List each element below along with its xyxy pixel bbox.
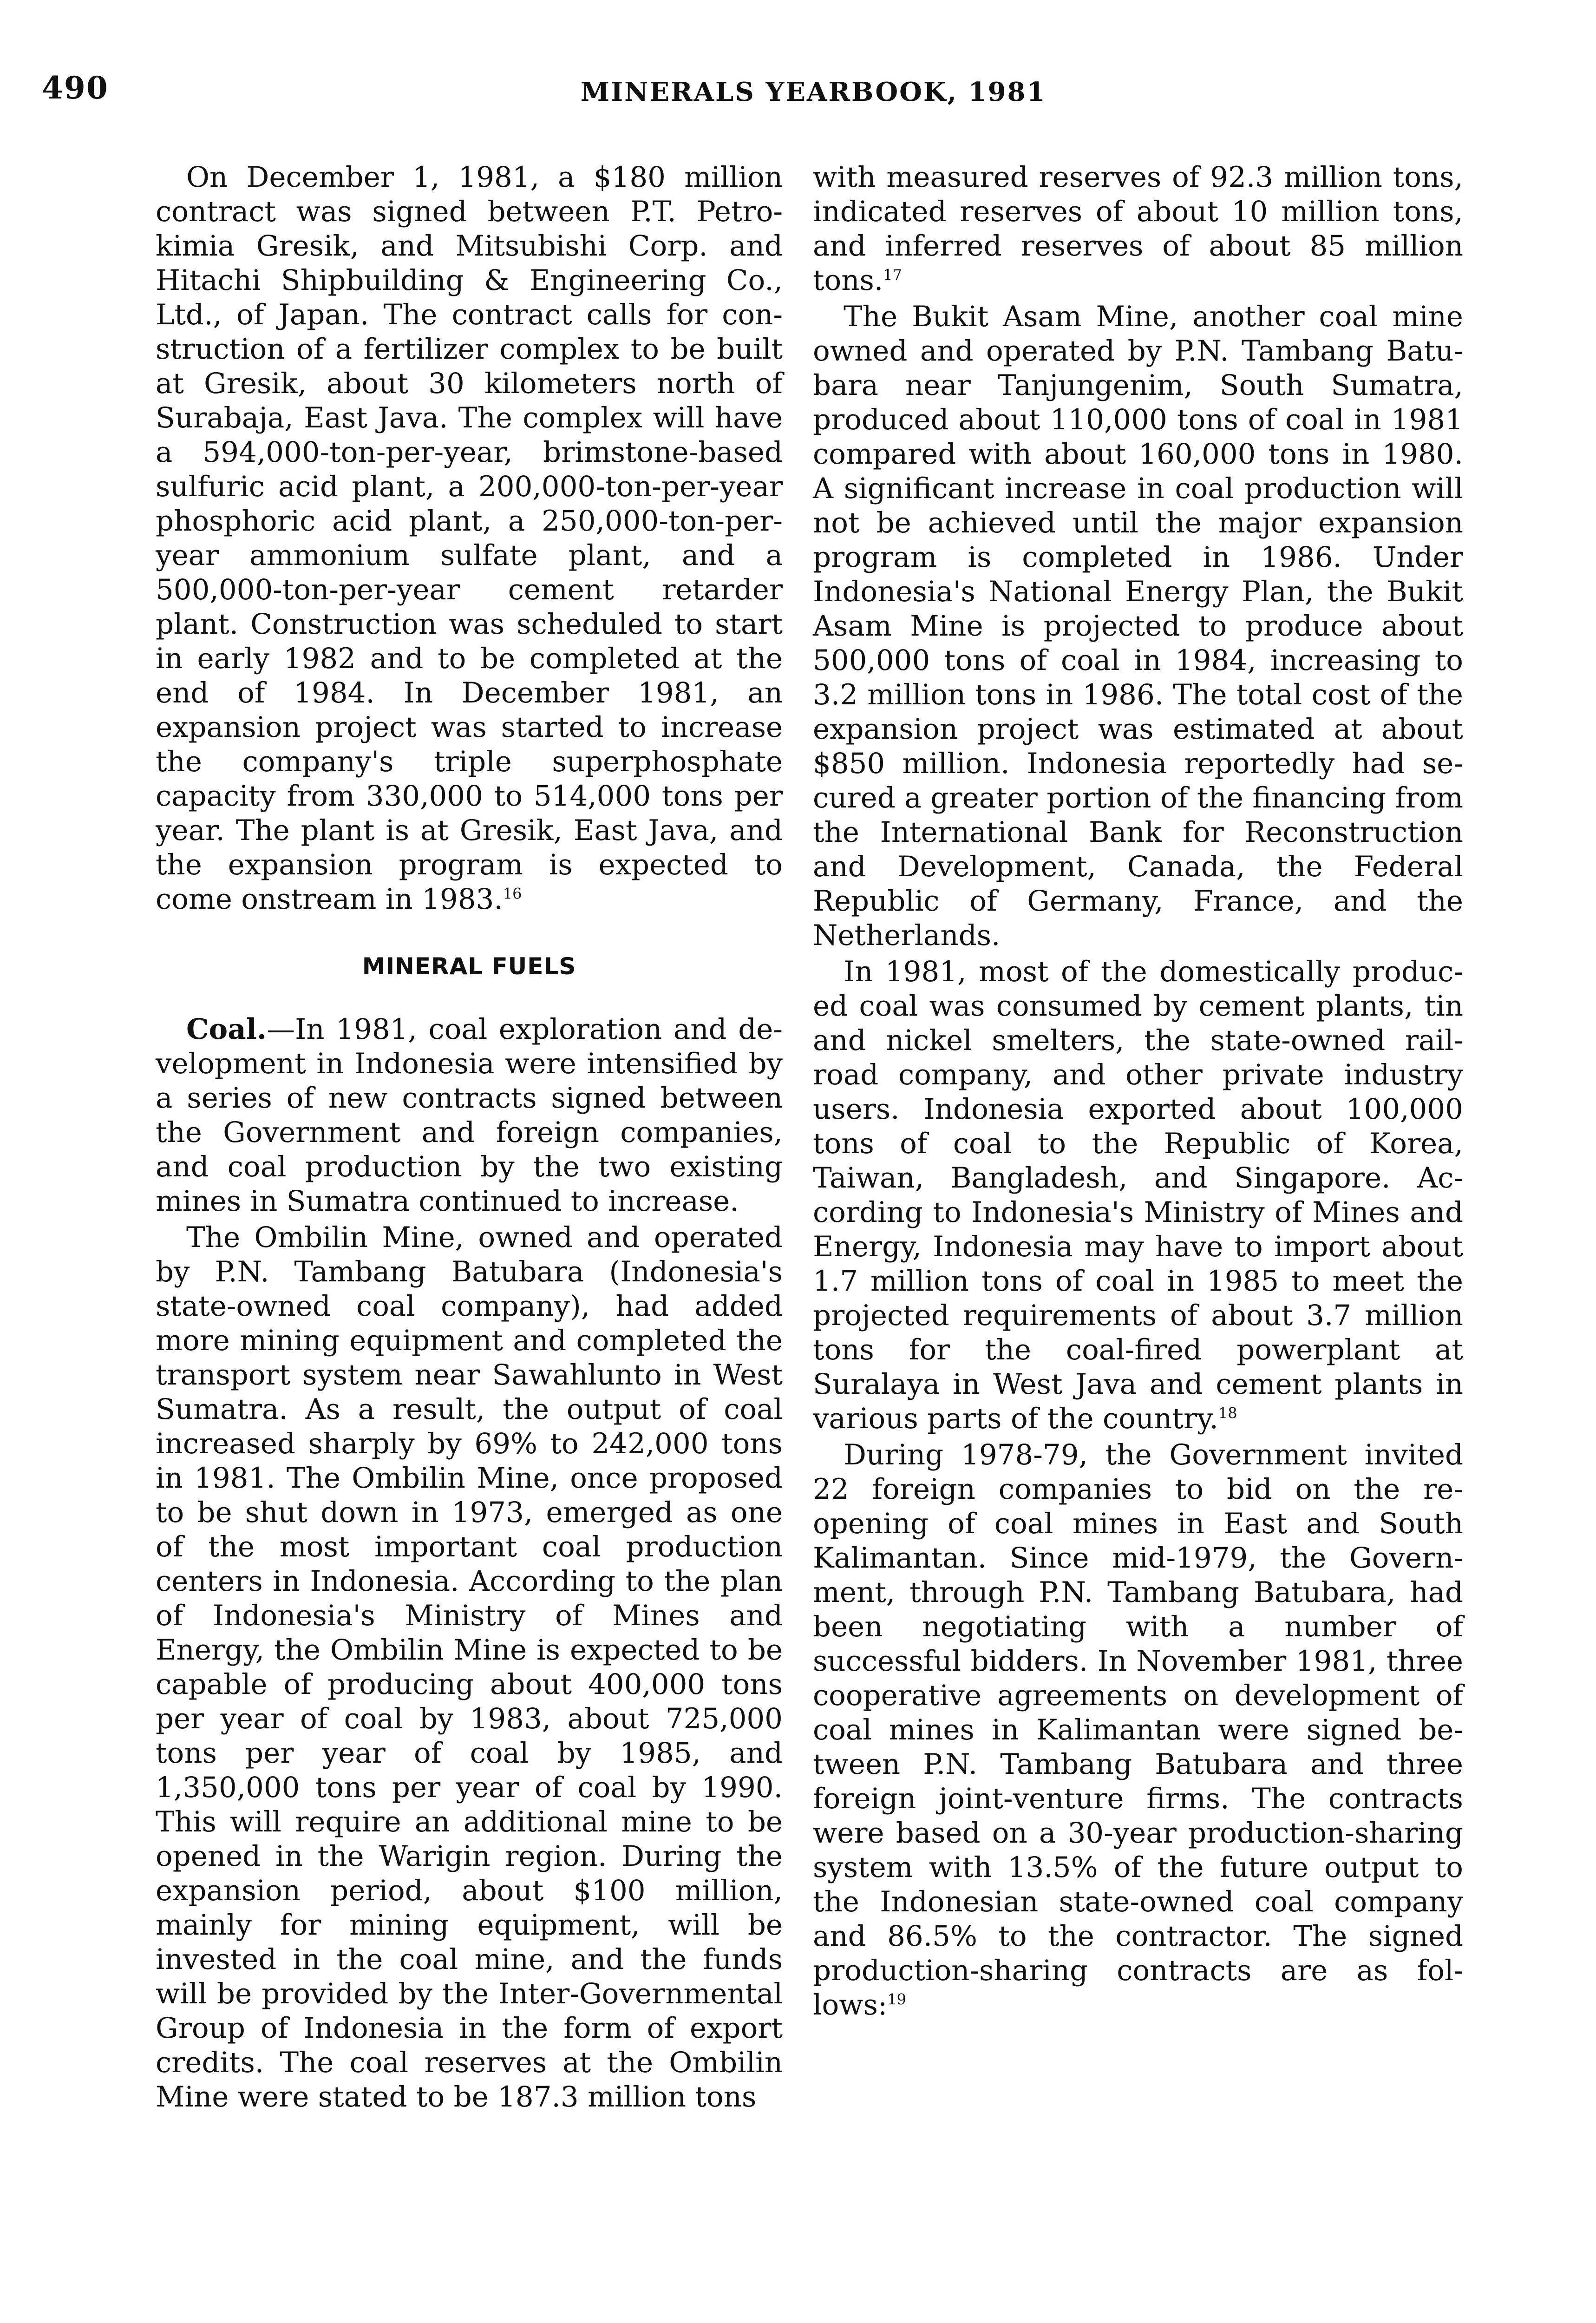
left-column <box>156 160 783 2114</box>
paragraph-bukit-asam <box>813 300 1463 953</box>
footnote-ref: 17 <box>883 266 902 284</box>
footnote-ref: 19 <box>887 1990 907 2008</box>
paragraph-domestic-consumption <box>813 955 1463 1436</box>
paragraph-ombilin-mine <box>156 1221 783 2114</box>
paragraph-text: On December 1, 1981, a $180 million contract was signed between P.T. Petrokimia Gresik, and Mitsubishi Corp. and Hitachi Shipbuilding & Engineering Co., Ltd., of Japan. The contract calls for construction of a fertilizer complex to be built at Gresik, about 30 kilometers north of Surabaja, East Java. The complex will have a 594,000-ton-per-year, brimstone-based sulfuric acid plant, a 200,000-ton-per-year phosphoric acid plant, a 250,000-ton-per-year ammonium sulfate plant, and a 500,000-ton-per-year cement retarder plant. Construction was scheduled to start in early 1982 and to be completed at the end of 1984. In December 1981, an expansion project was started to increase the company's triple superphosphate capacity from 330,000 to 514,000 tons per year. The plant is at Gresik, East Java, and the expansion program is expected to come onstream in 1983. <box>156 161 783 916</box>
run-in-heading: Coal. <box>186 1013 267 1046</box>
paragraph-text: In 1981, most of the domestically produced coal was consumed by cement plants, tin and nickel smelters, the state-owned railroad company, and other private industry users. Indonesia exported about 100,000 tons of coal to the Republic of Korea, Taiwan, Bangladesh, and Singapore. According to Indonesia's Ministry of Mines and Energy, Indonesia may have to import about 1.7 million tons of coal in 1985 to meet the projected requirements of about 3.7 million tons for the coal-fired powerplant at Suralaya in West Java and cement plants in various parts of the country. <box>813 955 1463 1435</box>
page-number: 490 <box>42 70 109 106</box>
running-title: MINERALS YEARBOOK, 1981 <box>581 77 1047 107</box>
paragraph-text: During 1978-79, the Government invited 22 foreign companies to bid on the reopening of coal mines in East and South Kalimantan. Since mid-1979, the Government, through P.N. Tambang Batubara, had been negotiating with a number of successful bidders. In November 1981, three cooperative agreements on development of coal mines in Kalimantan were signed between P.N. Tambang Batubara and three foreign joint-venture firms. The contracts were based on a 30-year production-sharing system with 13.5% of the future output to the Indonesian state-owned coal company and 86.5% to the contractor. The signed production-sharing contracts are as follows: <box>813 1438 1463 2021</box>
paragraph-fertilizer-contract <box>156 160 783 917</box>
paragraph-text: with measured reserves of 92.3 million tons, indicated reserves of about 10 million tons, and inferred reserves of about 85 million tons. <box>813 161 1463 297</box>
section-heading: MINERAL FUELS <box>362 953 576 980</box>
paragraph-reserves <box>813 160 1463 298</box>
paragraph-text: The Bukit Asam Mine, another coal mine owned and operated by P.N. Tambang Batubara near Tanjungenim, South Sumatra, produced about 110,000 tons of coal in 1981 compared with about 160,000 tons in 1980. A significant increase in coal production will not be achieved until the major expansion program is completed in 1986. Under Indonesia's National Energy Plan, the Bukit Asam Mine is projected to produce about 500,000 tons of coal in 1984, increasing to 3.2 million tons in 1986. The total cost of the expansion project was estimated at about $850 million. Indonesia reportedly had secured a greater portion of the financing from the International Bank for Reconstruction and Development, Canada, the Federal Republic of Germany, France, and the Netherlands. <box>813 300 1463 952</box>
paragraph-coal-intro <box>156 1012 783 1219</box>
footnote-ref: 16 <box>503 885 522 903</box>
footnote-ref: 18 <box>1218 1404 1237 1422</box>
paragraph-text: —In 1981, coal exploration and development in Indonesia were intensified by a series of new contracts signed between the Government and foreign companies, and coal production by the two existing mines in Sumatra continued to increase. <box>156 1013 783 1218</box>
paragraph-kalimantan-contracts <box>813 1438 1463 2022</box>
right-column <box>813 160 1463 2022</box>
paragraph-text: The Ombilin Mine, owned and operated by P.N. Tambang Batubara (Indonesia's state-owned coal company), had added more mining equipment and completed the transport system near Sawahlunto in West Sumatra. As a result, the output of coal increased sharply by 69% to 242,000 tons in 1981. The Ombilin Mine, once proposed to be shut down in 1973, emerged as one of the most important coal production centers in Indonesia. According to the plan of Indonesia's Ministry of Mines and Energy, the Ombilin Mine is expected to be capable of producing about 400,000 tons per year of coal by 1983, about 725,000 tons per year of coal by 1985, and 1,350,000 tons per year of coal by 1990. This will require an additional mine to be opened in the Warigin region. During the expansion period, about $100 million, mainly for mining equipment, will be invested in the coal mine, and the funds will be provided by the Inter-Governmental Group of Indonesia in the form of export credits. The coal reserves at the Ombilin Mine were stated to be 187.3 million tons <box>156 1221 783 2113</box>
